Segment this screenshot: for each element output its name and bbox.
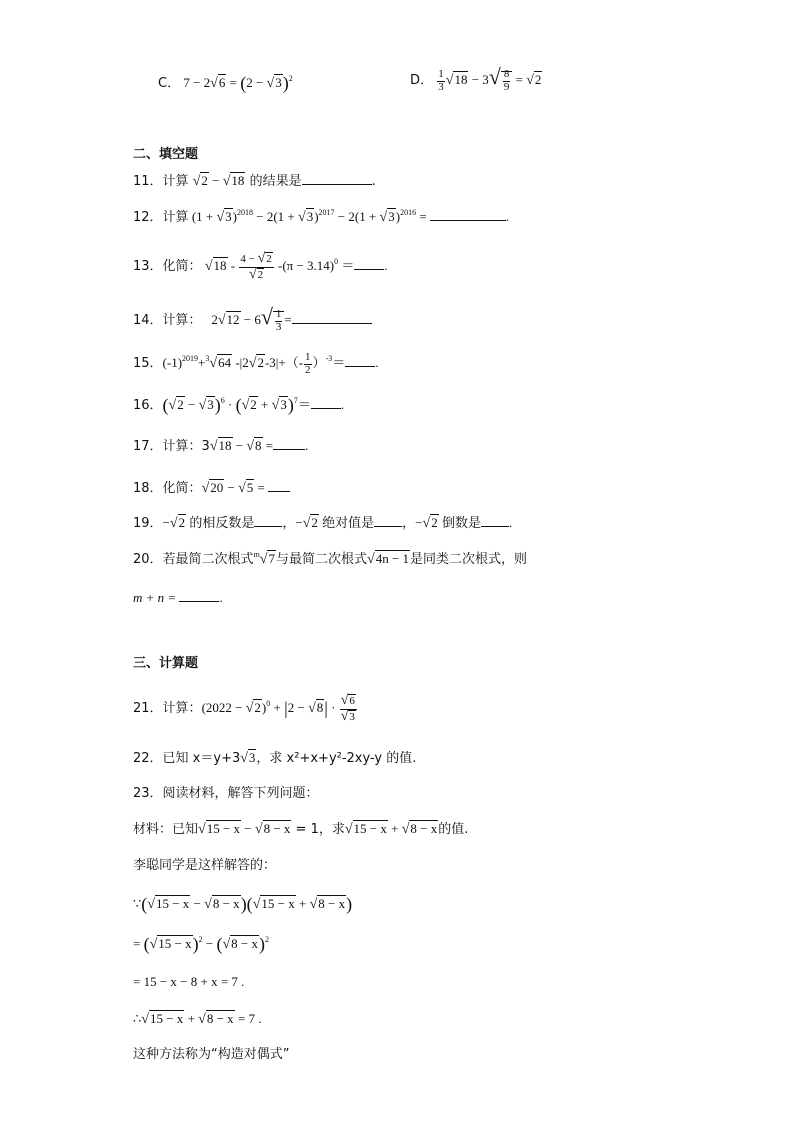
q17-end: .	[305, 438, 309, 453]
question-23	[133, 787, 319, 800]
q11-end: .	[371, 174, 376, 189]
q16-exp2: 7	[293, 396, 298, 405]
q20-end: .	[219, 590, 223, 605]
material-pre: 材料：已知	[133, 822, 199, 837]
step-2: = $(√15 - x)^2 - (√8 - x)^2$	[133, 934, 269, 954]
step-3: = 15 − x − 8 + x = 7 .	[133, 974, 245, 989]
q13-eq: ＝	[341, 258, 355, 274]
q15-exp2: -3	[325, 354, 333, 364]
question-20-line2	[133, 591, 223, 604]
q14-number: 14．	[133, 313, 163, 328]
material-mid: = 1，求	[291, 822, 345, 837]
q11-post: 的结果是	[249, 174, 302, 189]
q13-end: .	[384, 258, 388, 274]
step-4: ∴√15 − x + √8 − x = 7 .	[133, 1011, 262, 1027]
answer-blank[interactable]	[273, 448, 305, 450]
answer-blank[interactable]	[345, 365, 375, 367]
q18-pre: 化简：	[162, 481, 202, 496]
q15-abs2: -3|+（-	[264, 355, 304, 371]
q17-number: 17．	[133, 439, 163, 454]
answer-blank[interactable]	[311, 407, 341, 409]
q15-mid: +	[198, 355, 206, 371]
question-15: 15．$(-1)^{2019}+^3√64$ -|2√2-3|+（- $\frac{1}{2}$ ）$^{-3}$＝ .	[133, 351, 379, 376]
q21-exp: 0	[266, 699, 271, 709]
q19-t2: ，	[282, 516, 296, 531]
q13-exp: 0	[334, 257, 339, 267]
question-17: 17．计算：3√18 − √8 = .	[133, 438, 309, 454]
q22-text: 已知 x＝y+3	[162, 751, 241, 766]
q16-number: 16．	[133, 398, 163, 413]
q23-text: 阅读材料，解答下列问题：	[162, 786, 319, 801]
q20-pre: 若最简二次根式	[162, 552, 254, 567]
q11-number: 11．	[133, 174, 163, 189]
material-post: 的值.	[438, 822, 469, 837]
q15-exp: 2019	[182, 354, 199, 364]
q15-close: ）	[312, 355, 326, 371]
question-22: 22．已知 x＝y+3√3，求 x²+x+y²-2xy-y 的值.	[133, 750, 417, 766]
answer-blank[interactable]	[254, 525, 282, 527]
q15-end: .	[375, 355, 379, 371]
q15-radicand: 64	[218, 355, 232, 371]
answer-blank[interactable]	[302, 183, 372, 185]
q19-t3: 绝对值是	[322, 516, 375, 531]
q11-pre: 计算	[162, 174, 189, 189]
option-c: C． $7 - 2√6 = (2 - √3)^2$	[158, 73, 293, 93]
q19-end: .	[508, 515, 513, 530]
answer-blank[interactable]	[354, 268, 384, 270]
q22-text2: ，求 x²+x+y²-2xy-y 的值.	[256, 751, 417, 766]
q20-line2: m + n =	[133, 590, 180, 605]
q15-abs: -|2	[235, 355, 249, 371]
q15-eq: ＝	[332, 355, 346, 371]
q17-pre: 计算：3	[162, 439, 210, 454]
q15-cube-index: 3	[205, 354, 210, 364]
q12-pre: 计算	[162, 210, 189, 225]
q21-pre: 计算：	[162, 701, 202, 717]
q20-post: 是同类二次根式，则	[410, 552, 528, 567]
option-d: D． $\frac{1}{3}$ √18 − 3√ $\frac{8}{9}$ = √2	[410, 64, 542, 93]
q12-exp3: 2016	[400, 208, 417, 217]
solver-intro: 李聪同学是这样解答的：	[133, 858, 277, 873]
q17-eq: =	[265, 438, 274, 453]
q12-exp2: 2017	[318, 208, 335, 217]
option-c-label: C．	[158, 76, 181, 91]
q14-eq: =	[284, 312, 292, 327]
q22-number: 22．	[133, 751, 163, 766]
question-14: 14．计算： 2√12 − 6√ $\frac{1}{3}$ =	[133, 306, 372, 333]
q15-number: 15．	[133, 356, 163, 372]
question-18: 18．化简：√20 − √5 =	[133, 481, 290, 496]
q19-number: 19．	[133, 516, 163, 531]
q20-number: 20．	[133, 552, 163, 567]
q19-t1: 的相反数是	[189, 516, 255, 531]
section-title-fill-in: 二、填空题	[133, 147, 199, 162]
q18-number: 18．	[133, 481, 163, 496]
q23-number: 23．	[133, 786, 163, 801]
q15-pre: (-1)	[162, 355, 183, 371]
option-d-label: D．	[410, 73, 434, 88]
question-19: 19．−√2 的相反数是 ，−√2 绝对值是 ，−√2 倒数是 .	[133, 515, 513, 531]
answer-blank[interactable]	[374, 525, 402, 527]
q16-exp1: 6	[220, 396, 225, 405]
q20-mid: 与最简二次根式	[275, 552, 367, 567]
q12-end: .	[505, 209, 510, 224]
q12-number: 12．	[133, 210, 163, 225]
q12-exp1: 2018	[237, 208, 254, 217]
step-1: ∵(√15 − x − √8 − x)(√15 − x + √8 − x)	[133, 894, 353, 914]
question-11: 11．计算 √2 − √18 的结果是 .	[133, 173, 376, 189]
q16-eq: ＝	[297, 397, 311, 412]
question-13: 13．化简： √18 - $\frac{4 - √2}{√2}$ $-(\pi - 3.14)^0$ ＝ .	[133, 251, 388, 282]
answer-blank[interactable]	[292, 322, 372, 324]
q16-end: .	[340, 397, 345, 412]
question-21: 21．计算：$(2022 - √2)^0 + |2 - √8|$ · $\frac{√6}{√3}$	[133, 693, 355, 724]
step4-end: = 7 .	[234, 1011, 262, 1026]
answer-blank[interactable]	[430, 219, 506, 221]
question-20: 20．若最简二次根式$^m$√7与最简二次根式√4n − 1是同类二次根式，则	[133, 550, 528, 567]
question-16: 16．$(√2 - √3)^6 \cdot (√2 + √3)^7=$ .	[133, 395, 345, 415]
answer-blank[interactable]	[481, 525, 509, 527]
q13-pre: 化简：	[162, 259, 202, 275]
q19-t4: ，	[402, 516, 416, 531]
material-line: 材料：已知√15 − x − √8 − x = 1，求√15 − x + √8 − x的值.	[133, 821, 469, 837]
q21-number: 21．	[133, 701, 163, 717]
answer-blank[interactable]	[179, 600, 219, 602]
q13-number: 13．	[133, 259, 163, 275]
answer-blank[interactable]	[268, 490, 290, 492]
q19-t5: 倒数是	[441, 516, 481, 531]
question-12: 12．计算 $(1 + √3)^{2018} - 2(1 + √3)^{2017} - 2(1 + √3)^{2016}$ = .	[133, 208, 510, 225]
section-title-calculation: 三、计算题	[133, 656, 199, 671]
q14-pre: 计算：	[162, 313, 202, 328]
q18-eq: =	[254, 480, 269, 495]
method-note: 这种方法称为“构造对偶式”	[133, 1047, 290, 1062]
